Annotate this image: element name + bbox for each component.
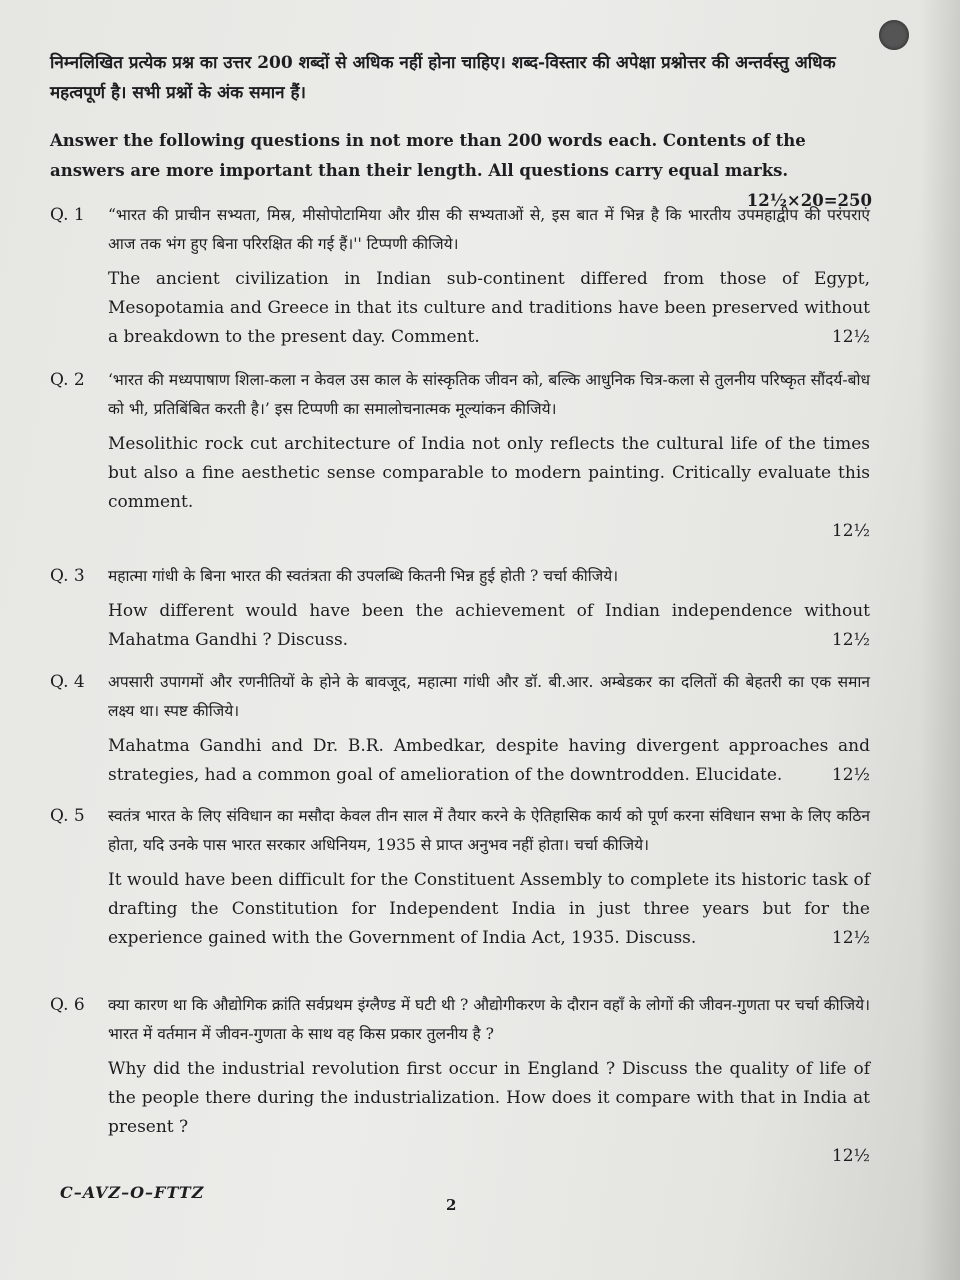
question-english: Why did the industrial revolution first occur in England ? Discuss the quality of life of the people there during the industrialization. How does it compare with that in India at present ?	[108, 1059, 870, 1137]
page-number: 2	[446, 1196, 457, 1214]
question-3	[50, 562, 870, 655]
question-number: Q. 4	[50, 672, 85, 692]
question-marks: 12½	[831, 928, 870, 948]
question-number: Q. 2	[50, 370, 85, 390]
question-number: Q. 5	[50, 806, 85, 826]
question-6	[50, 991, 870, 1171]
question-2	[50, 366, 870, 546]
instructions-hindi: निम्नलिखित प्रत्येक प्रश्न का उत्तर 200 शब्दों से अधिक नहीं होना चाहिए। शब्द-विस्तार की अपेक्षा प्रश्नोत्तर की अन्तर्वस्तु अधिक महत्वपूर्ण है। सभी प्रश्नों के अंक समान हैं।	[50, 53, 836, 103]
question-hindi: ‘भारत की मध्यपाषाण शिला-कला न केवल उस काल के सांस्कृतिक जीवन को, बल्कि आधुनिक चित्र-कला से तुलनीय परिष्कृत सौंदर्य-बोध को भी, प्रतिबिंबित करती है।’ इस टिप्पणी का समालोचनात्मक मूल्यांकन कीजिये।	[108, 371, 870, 418]
question-1	[50, 201, 870, 352]
question-number: Q. 6	[50, 995, 85, 1015]
question-english: The ancient civilization in Indian sub-continent differed from those of Egypt, Mesopotamia and Greece in that its culture and traditions have been preserved without a breakdown to the present day. Comment.	[108, 269, 870, 347]
total-marks: 12½×20=250	[746, 191, 872, 210]
question-marks: 12½	[831, 765, 870, 785]
question-hindi: क्या कारण था कि औद्योगिक क्रांति सर्वप्रथम इंग्लैण्ड में घटी थी ? औद्योगीकरण के दौरान वहाँ के लोगों की जीवन-गुणता पर चर्चा कीजिये। भारत में वर्तमान में जीवन-गुणता के साथ वह किस प्रकार तुलनीय है ?	[108, 996, 870, 1043]
question-hindi: “भारत की प्राचीन सभ्यता, मिस्र, मीसोपोटामिया और ग्रीस की सभ्यताओं से, इस बात में भिन्न है कि भारतीय उपमहाद्वीप की परंपराएं आज तक भंग हुए बिना परिरक्षित की गई हैं।'' टिप्पणी कीजिये।	[108, 206, 870, 253]
question-hindi: महात्मा गांधी के बिना भारत की स्वतंत्रता की उपलब्धि कितनी भिन्न हुई होती ? चर्चा कीजिये।	[108, 567, 619, 585]
question-hindi: स्वतंत्र भारत के लिए संविधान का मसौदा केवल तीन साल में तैयार करने के ऐतिहासिक कार्य को पूर्ण करना संविधान सभा के लिए कठिन होता, यदि उनके पास भारत सरकार अधिनियम, 1935 से प्राप्त अनुभव नहीं होता। चर्चा कीजिये।	[108, 807, 870, 854]
instructions-english-text: Answer the following questions in not more than 200 words each. Contents of the answers are more important than their length. All questions carry equal marks.	[50, 131, 806, 180]
question-5	[50, 802, 870, 953]
question-hindi: अपसारी उपागमों और रणनीतियों के होने के बावजूद, महात्मा गांधी और डॉ. बी.आर. अम्बेडकर का दलितों की बेहतरी का एक समान लक्ष्य था। स्पष्ट कीजिये।	[108, 673, 870, 720]
question-marks: 12½	[831, 1146, 870, 1166]
question-english: How different would have been the achievement of Indian independence without Mahatma Gandhi ? Discuss.	[108, 601, 870, 650]
page-shadow	[920, 0, 960, 1280]
question-marks: 12½	[831, 630, 870, 650]
question-english: It would have been difficult for the Constituent Assembly to complete its historic task of drafting the Constitution for Independent India in just three years but for the experience gained with the Government of India Act, 1935. Discuss.	[108, 870, 870, 948]
question-number: Q. 3	[50, 566, 85, 586]
question-marks: 12½	[831, 327, 870, 347]
paper-code: C–AVZ–O–FTTZ	[60, 1183, 205, 1202]
question-number: Q. 1	[50, 205, 85, 225]
question-english: Mahatma Gandhi and Dr. B.R. Ambedkar, despite having divergent approaches and strategies, had a common goal of amelioration of the downtrodden. Elucidate.	[108, 736, 870, 785]
question-4	[50, 668, 870, 790]
question-marks: 12½	[831, 521, 870, 541]
punch-hole	[879, 20, 909, 50]
question-english: Mesolithic rock cut architecture of India not only reflects the cultural life of the times but also a fine aesthetic sense comparable to modern painting. Critically evaluate this comment.	[108, 434, 870, 512]
